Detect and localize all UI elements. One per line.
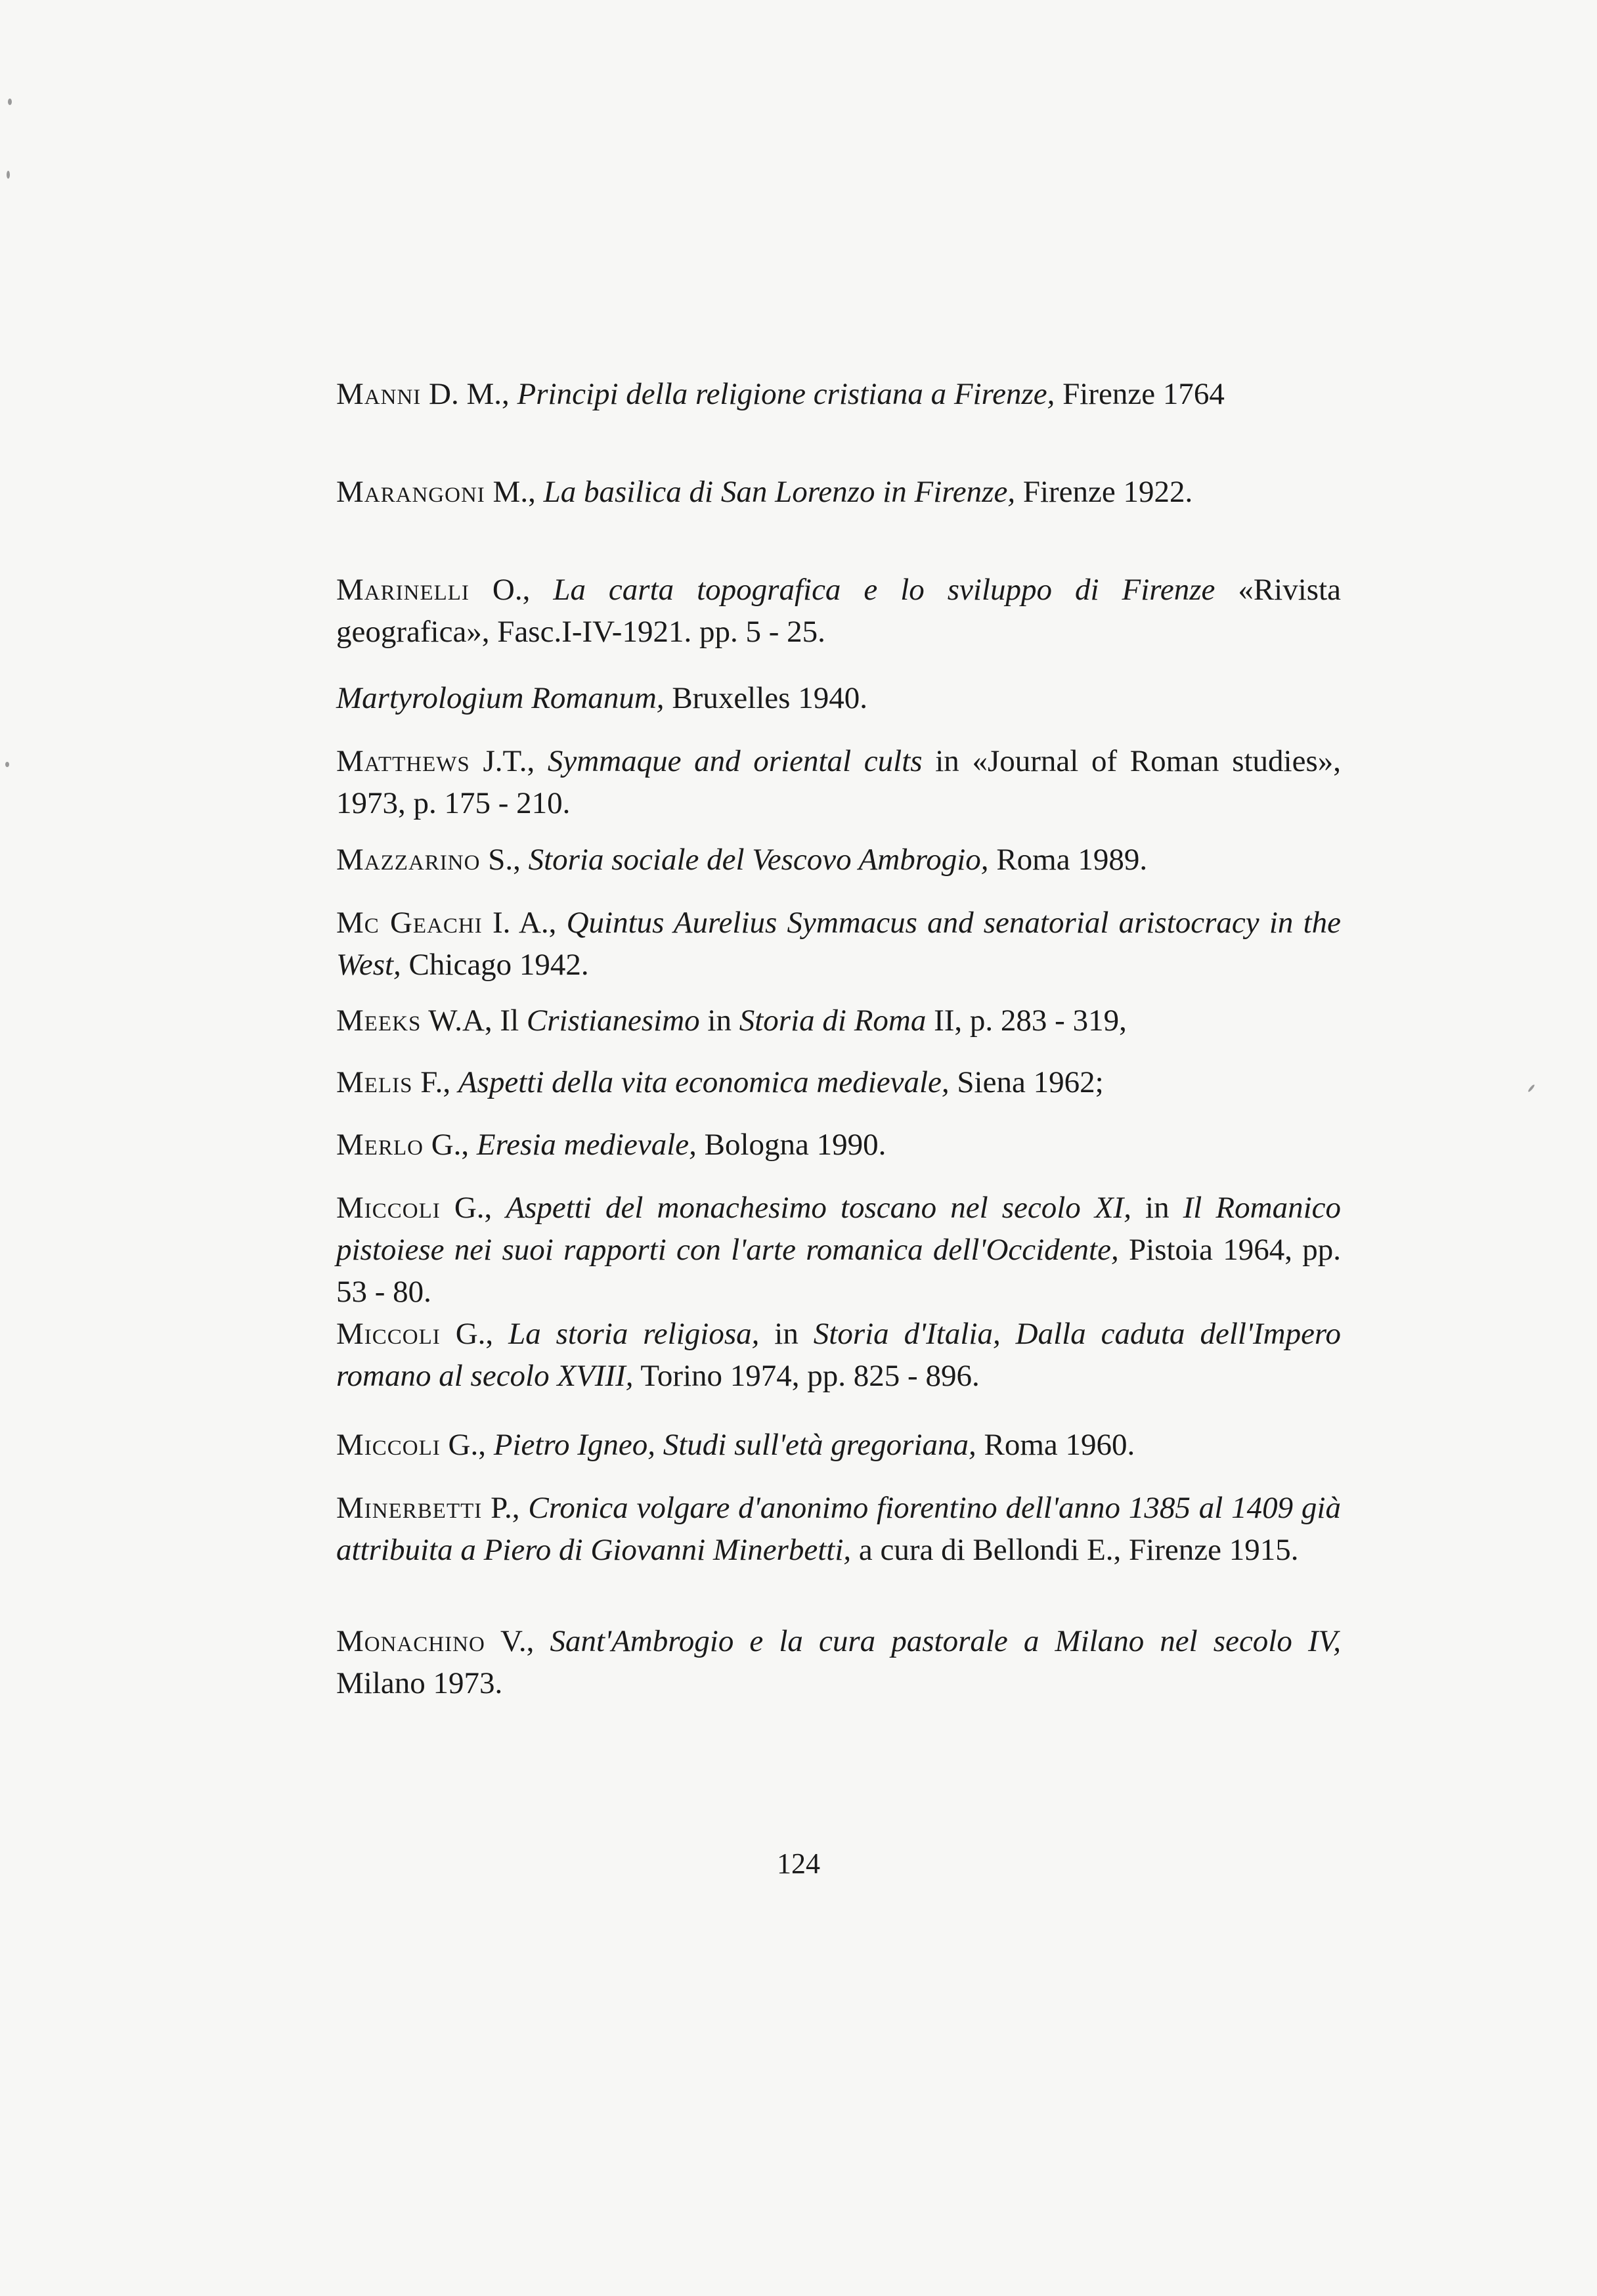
entry-text: in — [759, 1317, 814, 1351]
scan-speck — [8, 99, 12, 105]
entry-text: G., — [423, 1128, 477, 1162]
bibliography-entry — [336, 373, 1341, 415]
scan-speck — [7, 171, 10, 179]
entry-title: Storia d'Italia, Dalla caduta dell'Impero romano al secolo XVIII, — [336, 1317, 1341, 1393]
entry-author: Monachino — [336, 1624, 485, 1658]
bibliography-entry — [336, 902, 1341, 986]
entry-title: Principi della religione cristiana a Firenze, — [517, 377, 1055, 411]
entry-title: Storia sociale del Vescovo Ambrogio, — [528, 843, 989, 877]
entry-text: II, p. 283 - 319, — [926, 1004, 1127, 1038]
scan-speck — [1527, 1084, 1535, 1092]
entry-author: Miccoli — [336, 1317, 441, 1351]
bibliography-entry — [336, 1000, 1341, 1042]
entry-text: J.T., — [470, 744, 548, 778]
entry-author: Meeks — [336, 1004, 422, 1038]
entry-author: Minerbetti — [336, 1491, 483, 1525]
bibliography-entry — [336, 1124, 1341, 1166]
entry-author: Matthews — [336, 744, 470, 778]
bibliography-entry — [336, 839, 1341, 881]
entry-author: Mc Geachi — [336, 906, 483, 940]
entry-text: in — [1131, 1191, 1183, 1225]
entry-text: I. A., — [482, 906, 567, 940]
entry-text: F., — [412, 1065, 458, 1099]
entry-author: Marinelli — [336, 573, 470, 607]
bibliography-entry — [336, 471, 1341, 513]
bibliography-entry — [336, 1061, 1341, 1103]
entry-text: in — [699, 1004, 739, 1038]
bibliography-entry — [336, 1620, 1341, 1704]
entry-text: M., — [485, 475, 544, 509]
entry-text: P., — [482, 1491, 529, 1525]
entry-text: Chicago 1942. — [401, 948, 589, 982]
entry-text: Torino 1974, pp. 825 - 896. — [633, 1359, 980, 1393]
entry-text: Bologna 1990. — [696, 1128, 886, 1162]
entry-text: Bruxelles 1940. — [664, 681, 867, 715]
entry-title: Martyrologium Romanum, — [336, 681, 665, 715]
bibliography-entry — [336, 1424, 1341, 1466]
entry-text: Milano 1973. — [336, 1666, 503, 1700]
entry-text: O., — [469, 573, 554, 607]
entry-text: in «Journal of Roman studies», 1973, p. 175 - 210. — [336, 744, 1342, 820]
entry-text: Firenze 1764 — [1055, 377, 1225, 411]
page-number: 124 — [777, 1847, 820, 1880]
entry-title: Storia di Roma — [739, 1004, 927, 1038]
entry-text: «Rivista geografica», Fasc.I-IV-1921. pp. 5 - 25. — [336, 573, 1341, 649]
bibliography-entry — [336, 1313, 1341, 1397]
entry-title: Eresia medievale, — [476, 1128, 697, 1162]
entry-text: G., — [440, 1191, 506, 1225]
entry-title: La carta topografica e lo sviluppo di Firenze — [553, 573, 1215, 607]
entry-author: Merlo — [336, 1128, 424, 1162]
entry-title: La basilica di San Lorenzo in Firenze, — [543, 475, 1016, 509]
entry-text: W.A, Il — [421, 1004, 527, 1038]
entry-title: Aspetti del monachesimo toscano nel secolo XI, — [506, 1191, 1131, 1225]
entry-author: Miccoli — [336, 1191, 441, 1225]
entry-text: S., — [480, 843, 529, 877]
entry-text: D. M., — [421, 377, 517, 411]
entry-title: Cristianesimo — [526, 1004, 700, 1038]
entry-text: Firenze 1922. — [1015, 475, 1193, 509]
entry-title: La storia religiosa, — [508, 1317, 760, 1351]
entry-author: Melis — [336, 1065, 413, 1099]
entry-title: Il Romanico pistoiese nei suoi rapporti con l'arte romanica dell'Occidente, — [336, 1191, 1341, 1267]
entry-text: Roma 1989. — [988, 843, 1148, 877]
entry-title: Cronica volgare d'anonimo fiorentino dell'anno 1385 al 1409 già attribuita a Piero di Giovanni Minerbetti, — [336, 1491, 1341, 1567]
entry-author: Marangoni — [336, 475, 485, 509]
entry-text: a cura di Bellondi E., Firenze 1915. — [851, 1533, 1299, 1567]
entry-text: Siena 1962; — [949, 1065, 1104, 1099]
entry-text: G., — [440, 1428, 494, 1462]
entry-text: G., — [440, 1317, 509, 1351]
entry-author: Mazzarino — [336, 843, 481, 877]
entry-text: Pistoia 1964, pp. 53 - 80. — [336, 1233, 1341, 1309]
bibliography-entry — [336, 740, 1341, 824]
entry-text: Roma 1960. — [976, 1428, 1135, 1462]
bibliography-entry — [336, 1187, 1341, 1313]
bibliography-entry — [336, 677, 1341, 719]
entry-title: Pietro Igneo, Studi sull'età gregoriana, — [493, 1428, 976, 1462]
scan-speck — [5, 762, 9, 767]
bibliography-entry — [336, 1487, 1341, 1571]
entry-author: Miccoli — [336, 1428, 441, 1462]
entry-author: Manni — [336, 377, 422, 411]
entry-title: Symmaque and oriental cults — [547, 744, 923, 778]
entry-title: Aspetti della vita economica medievale, — [458, 1065, 950, 1099]
bibliography-entry — [336, 569, 1341, 653]
entry-title: Sant'Ambrogio e la cura pastorale a Milano nel secolo IV, — [550, 1624, 1341, 1658]
entry-text: V., — [485, 1624, 550, 1658]
entry-title: Quintus Aurelius Symmacus and senatorial aristocracy in the West, — [336, 906, 1341, 982]
